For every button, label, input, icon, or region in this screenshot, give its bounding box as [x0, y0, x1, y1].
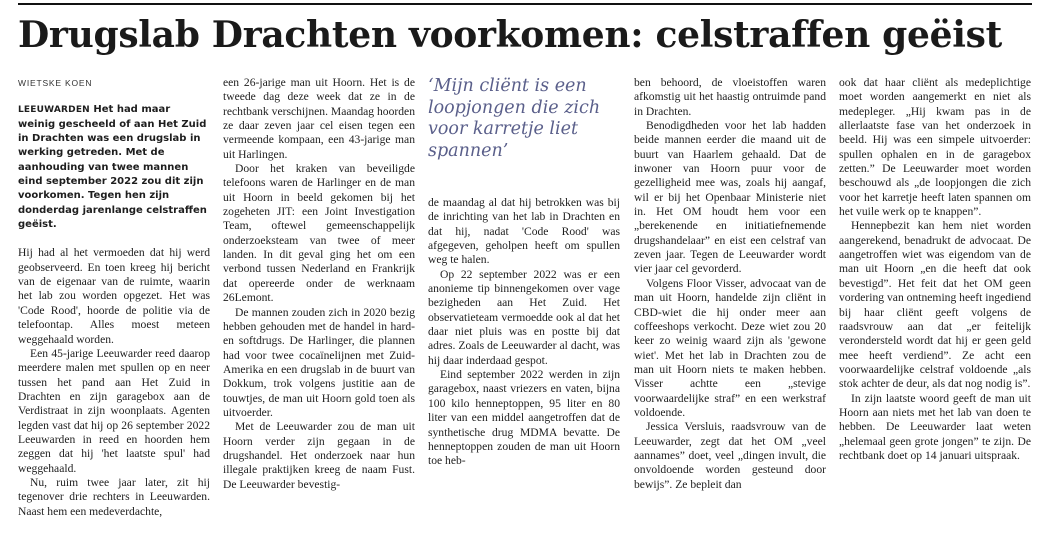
- body-paragraph: Hennepbezit kan hem niet worden aangerekend, benadrukt de advocaat. De aangetroffen wiet was eigendom van de man uit Hoorn „en die heeft dat ook bevestigd”. Het feit dat het OM geen vordering van ontneming heeft ingediend bij haar cliënt geeft volgens de raadsvrouw aan dat „er feitelijk verondersteld wordt dat hij er geen geld mee heeft verdiend”. Ze acht een voorwaardelijke celstraf voldoende „als stok achter de deur, als dat nog nodig is”.: [839, 219, 1031, 391]
- column-1: [18, 76, 210, 519]
- body-paragraph: ook dat haar cliënt als medeplichtige moet worden aangemerkt en niet als medepleger. „Hij kwam pas in de allerlaatste fase van het onderzoek in beeld. Hij was een simpele uitvoerder: spullen ophalen en in de garagebox zetten.” De Leeuwarder moet worden beschouwd als „de loopjongen die zich voor het karretje heeft laten spannen om het vuile werk op te knappen”.: [839, 76, 1031, 219]
- column-3: [428, 76, 620, 469]
- body-paragraph: Volgens Floor Visser, advocaat van de man uit Hoorn, handelde zijn cliënt in CBD-wiet die hij onder meer aan coffeeshops verkocht. Deze wiet zou 20 keer zo weinig waard zijn als 'gewone wiet'. Met het lab in Drachten zou de man uit Hoorn niets te maken hebben. Visser achtte een „stevige voorwaardelijke straf” en een werkstraf voldoende.: [634, 276, 826, 419]
- body-paragraph: Jessica Versluis, raadsvrouw van de Leeuwarder, zegt dat het OM „veel aannames” doet, veel „dingen invult, die onvoldoende worden gesteund door bewijs”. Ze bepleit dan: [634, 420, 826, 491]
- body-paragraph: Nu, ruim twee jaar later, zit hij tegenover drie rechters in Leeuwarden. Naast hem een medeverdachte,: [18, 475, 210, 518]
- body-paragraph: Benodigdheden voor het lab hadden beide mannen eerder die maand uit de buurt van Haarlem gehaald. Dat de inwoner van Hoorn puur voor de gezelligheid mee was, zoals hij aangaf, wil er bij het Openbaar Ministerie niet in. Het OM houdt hem voor een „berekenende en initiatiefnemende drugshandelaar” en eist een celstraf van zeven jaar. Tegen de Leeuwarder wordt vier jaar cel gevorderd.: [634, 119, 826, 276]
- body-paragraph: Door het kraken van beveiligde telefoons waren de Harlinger en de man uit Hoorn in beeld gekomen bij het zogeheten JIT: een Joint Investigation Team, oftewel gemeenschappelijk onderzoeksteam van twee of meer landen. In dit geval ging het om een verbond tussen Nederland en Frankrijk dat opereerde onder de werknaam 26Lemont.: [223, 162, 415, 305]
- body-paragraph: Eind september 2022 werden in zijn garagebox, naast vriezers en vaten, bijna 100 kilo henneptoppen, 95 liter en 80 liter van een middel aangetroffen dat de synthetische drug MDMA bevatte. De henneptoppen zouden de man uit Hoorn toe heb-: [428, 368, 620, 468]
- body-paragraph: Met de Leeuwarder zou de man uit Hoorn verder zijn gegaan in de drugshandel. Het onderzoek naar hun illegale praktijken kreeg de naam Fust. De Leeuwarder bevestig-: [223, 420, 415, 491]
- body-paragraph: De mannen zouden zich in 2020 bezig hebben gehouden met de handel in hard- en softdrugs. De Harlinger, die plannen had voor twee cocaïnelijnen met Zuid-Amerika en een drugslab in de buurt van Dokkum, trok volgens justitie aan de touwtjes, de man uit Hoorn gold toen als uitvoerder.: [223, 305, 415, 419]
- intro-paragraph: [18, 103, 210, 232]
- top-rule: [18, 3, 1032, 5]
- column-4: [634, 76, 826, 492]
- column-2: [223, 76, 415, 492]
- body-paragraph: Hij had al het vermoeden dat hij werd geobserveerd. En toen kreeg hij bericht van de eigenaar van de ruimte, waarin het lab zou worden opgezet. Het was 'Code Rood', hoorde de politie via de telefoontap. Alles moest meteen weggehaald worden.: [18, 246, 210, 346]
- body-paragraph: Op 22 september 2022 was er een anonieme tip binnengekomen over vage bezigheden aan Het Zuid. Het observatieteam vermoedde ook al dat het daar niet pluis was en postte bij dat adres. Zoals de Leeuwarder al dacht, was hij daar inderdaad gespot.: [428, 267, 620, 367]
- byline: WIETSKE KOEN: [18, 78, 93, 88]
- headline: Drugslab Drachten voorkomen: celstraffen geëist: [18, 14, 1002, 56]
- body-paragraph: In zijn laatste woord geeft de man uit Hoorn aan niets met het lab van doen te hebben. De Leeuwarder laat weten „helemaal geen grote jongen” te zijn. De rechtbank doet op 14 januari uitspraak.: [839, 391, 1031, 462]
- body-paragraph: een 26-jarige man uit Hoorn. Het is de tweede dag deze week dat ze in de rechtbank verschijnen. Maandag hoorden ze daar zeven jaar cel eisen tegen een vermeende kompaan, een 43-jarige man uit Harlingen.: [223, 76, 415, 161]
- body-paragraph: Een 45-jarige Leeuwarder reed daarop meerdere malen met spullen op en neer tussen het pand aan Het Zuid in Drachten en zijn garagebox aan de Verdistraat in zijn woonplaats. Agenten legden vast dat hij op 26 september 2022 Leeuwarden in reed en hoorden hem zeggen dat hij 'het laatste spul' had weggehaald.: [18, 346, 210, 475]
- pull-quote: ‘Mijn cliënt is een loopjongen die zich voor karretje liet spannen’: [428, 76, 601, 161]
- body-paragraph: ben behoord, de vloeistoffen waren afkomstig uit het haastig ontruimde pand in Drachten.: [634, 76, 826, 118]
- body-paragraph: de maandag al dat hij betrokken was bij de inrichting van het lab in Drachten en dat hij, nadat 'Code Rood' was afgegeven, geholpen heeft om spullen weg te halen.: [428, 196, 620, 267]
- dateline: LEEUWARDEN: [18, 105, 90, 116]
- intro-text: Het had maar weinig gescheeld of aan Het Zuid in Drachten was een drugslab in werking getreden. Met de aanhouding van twee mannen eind september 2022 zou dit zijn voorkomen. Tegen hen zijn donderdag jarenlange celstraffen geëist.: [18, 104, 207, 231]
- column-5: [839, 76, 1031, 463]
